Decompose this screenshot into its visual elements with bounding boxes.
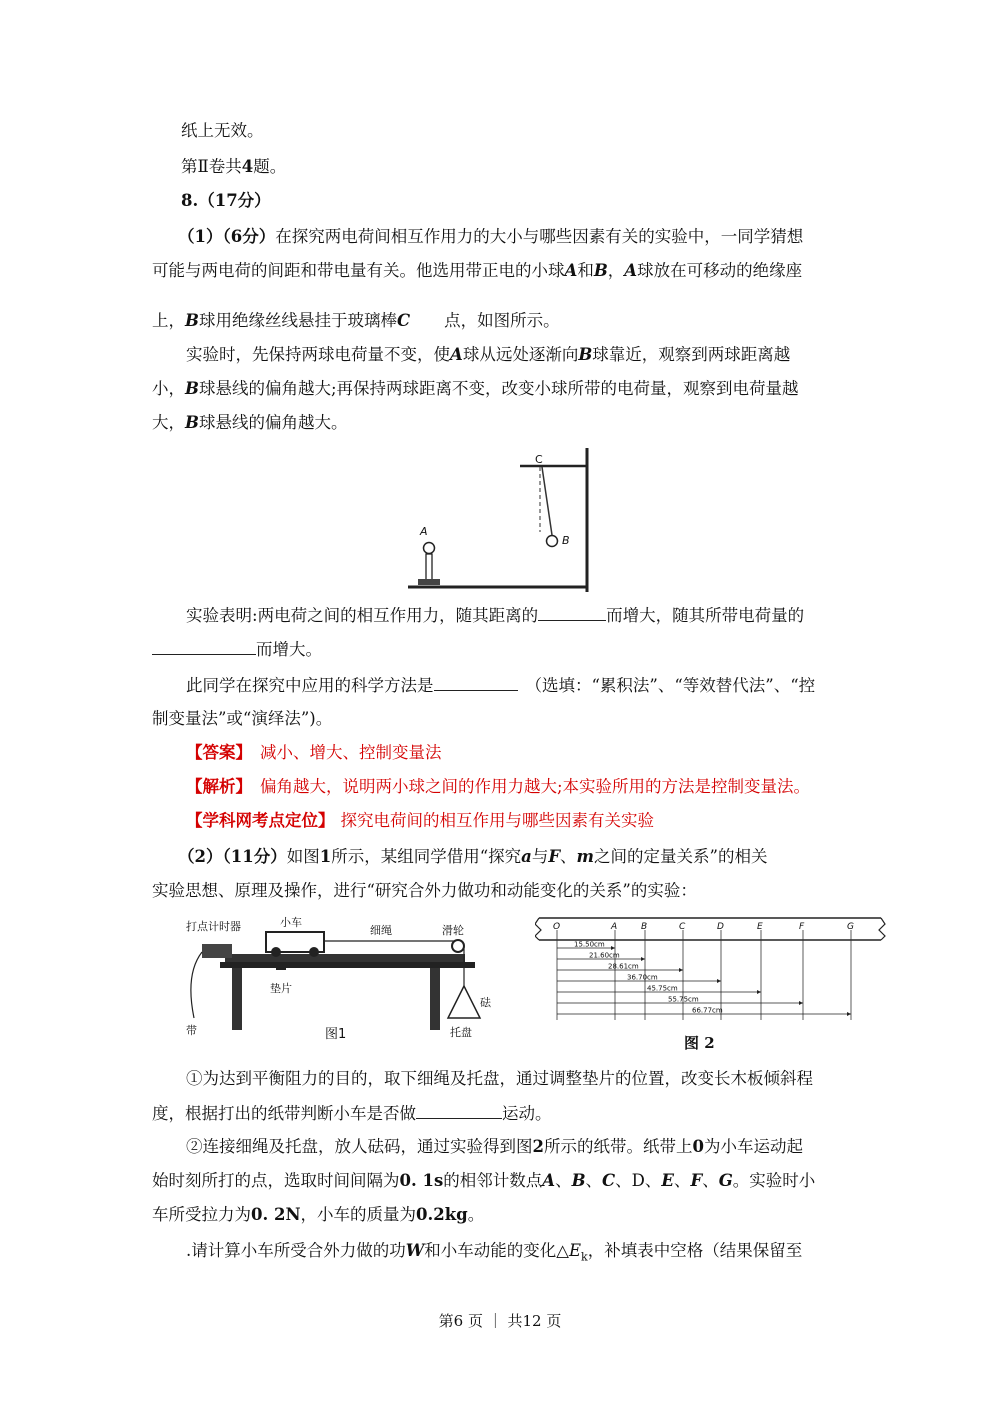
distance-label: 15.50cm [574, 940, 605, 949]
cart-wheel-right [309, 947, 319, 957]
stand-base [418, 579, 440, 585]
tape-point-label: A [611, 922, 618, 932]
label-c: C [535, 453, 543, 466]
ball-b [547, 536, 558, 547]
step3-line1: .请计算小车所受合外力做的功W和小车动能的变化$\triangle E_k$，补填表中空格（结果保留至 [186, 1241, 803, 1264]
cart-wheel-left [271, 947, 281, 957]
label-car: 小车 [280, 916, 302, 929]
figure-2-caption: 图 2 [684, 1034, 715, 1052]
figure-1-apparatus [180, 914, 495, 1046]
label-b: B [562, 534, 570, 547]
label-a: A [420, 525, 428, 538]
label-timer: 打点计时器 [186, 920, 241, 933]
knowledge-point-line: 【学科网考点定位】 探究电荷间的相互作用与哪些因素有关实验 [186, 811, 654, 830]
ball-a [424, 543, 435, 554]
table-top [220, 962, 475, 968]
blank-4[interactable] [416, 1102, 502, 1119]
label-tray: 托盘 [450, 1026, 472, 1039]
conclusion-line2: 而增大。 [152, 638, 322, 661]
label-rope: 细绳 [370, 924, 392, 937]
method-line2: 制变量法”或“演绎法”)。 [152, 709, 333, 728]
timer-device [202, 944, 232, 958]
label-weight: 砝 [480, 996, 491, 1009]
tape-point-label: F [799, 922, 805, 932]
section-intro: 第Ⅱ卷共4题。 [181, 157, 287, 176]
part1-line3: 上，B球用绝缘丝线悬挂于玻璃棒C 点，如图所示。 [152, 311, 560, 330]
part1-line2: 可能与两电荷的间距和带电量有关。他选用带正电的小球A和B，A球放在可移动的绝缘座 [152, 261, 803, 280]
experiment-line2: 小，B球悬线的偏角越大;再保持两球距离不变，改变小球所带的电荷量，观察到电荷量越 [152, 379, 799, 398]
method-line1: 此同学在探究中应用的科学方法是 （选填：“累积法”、“等效替代法”、“控 [186, 676, 816, 695]
conclusion-line1: 实验表明:两电荷之间的相互作用力，随其距离的 而增大，随其所带电荷量的 [186, 606, 805, 625]
step2-line1: ②连接细绳及托盘，放人砝码，通过实验得到图2所示的纸带。纸带上0为小车运动起 [186, 1137, 803, 1156]
experiment-line1: 实验时，先保持两球电荷量不变，使A球从远处逐渐向B球靠近，观察到两球距离越 [186, 345, 791, 364]
tape-point-label: E [757, 922, 763, 932]
tape-point-label: C [679, 922, 686, 932]
pulley [452, 940, 464, 952]
label-pad: 垫片 [270, 982, 292, 995]
distance-label: 21.60cm [589, 951, 620, 960]
tape-point-label: B [641, 922, 648, 932]
answer-line: 【答案】 减小、增大、控制变量法 [186, 743, 442, 762]
text-line: 纸上无效。 [181, 121, 264, 140]
figure-2-tape [535, 912, 887, 1026]
step1-line1: ①为达到平衡阻力的目的，取下细绳及托盘，通过调整垫片的位置，改变长木板倾斜程 [186, 1069, 813, 1088]
step2-line2: 始时刻所打的点，选取时间间隔为0. 1s的相邻计数点A、B、C、D、E、F、G。实验时小 [152, 1171, 816, 1190]
explanation-line: 【解析】 偏角越大，说明两小球之间的作用力越大;本实验所用的方法是控制变量法。 [186, 777, 811, 796]
insulating-stand [426, 554, 432, 580]
pad [276, 964, 286, 970]
long-board [225, 954, 465, 962]
question-8-title: 8.（17分） [181, 191, 271, 210]
charge-experiment-figure [400, 442, 600, 598]
blank-1[interactable] [538, 604, 606, 621]
distance-label: 45.75cm [647, 984, 678, 993]
tape-point-label: D [717, 922, 724, 932]
tape-point-label: O [553, 922, 561, 932]
page-footer: 第6 页 ｜ 共12 页 [438, 1312, 562, 1330]
figure-1-caption: 图1 [325, 1027, 347, 1042]
blank-3[interactable] [434, 674, 518, 691]
step2-line3: 车所受拉力为0. 2N，小车的质量为0.2kg。 [152, 1205, 485, 1224]
part2-line1: （2）（11分）如图1所示，某组同学借用“探究a与F、m之间的定量关系”的相关 [178, 847, 768, 866]
distance-label: 28.61cm [608, 962, 639, 971]
blank-2[interactable] [152, 638, 256, 655]
label-tape: 带 [186, 1024, 197, 1037]
table-leg-left [232, 968, 242, 1030]
part2-line2: 实验思想、原理及操作，进行“研究合外力做功和动能变化的关系”的实验： [152, 881, 697, 900]
distance-label: 66.77cm [692, 1006, 723, 1015]
step1-line2: 度，根据打出的纸带判断小车是否做 运动。 [152, 1104, 552, 1123]
part1-line1: （1）（6分）在探究两电荷间相互作用力的大小与哪些因素有关的实验中，一同学猜想 [178, 227, 804, 246]
experiment-line3: 大，B球悬线的偏角越大。 [152, 413, 348, 432]
table-leg-right [430, 968, 440, 1030]
tape-point-label: G [847, 922, 854, 932]
distance-label: 36.70cm [627, 973, 658, 982]
distance-label: 55.75cm [668, 995, 699, 1004]
label-pulley: 滑轮 [442, 924, 464, 937]
